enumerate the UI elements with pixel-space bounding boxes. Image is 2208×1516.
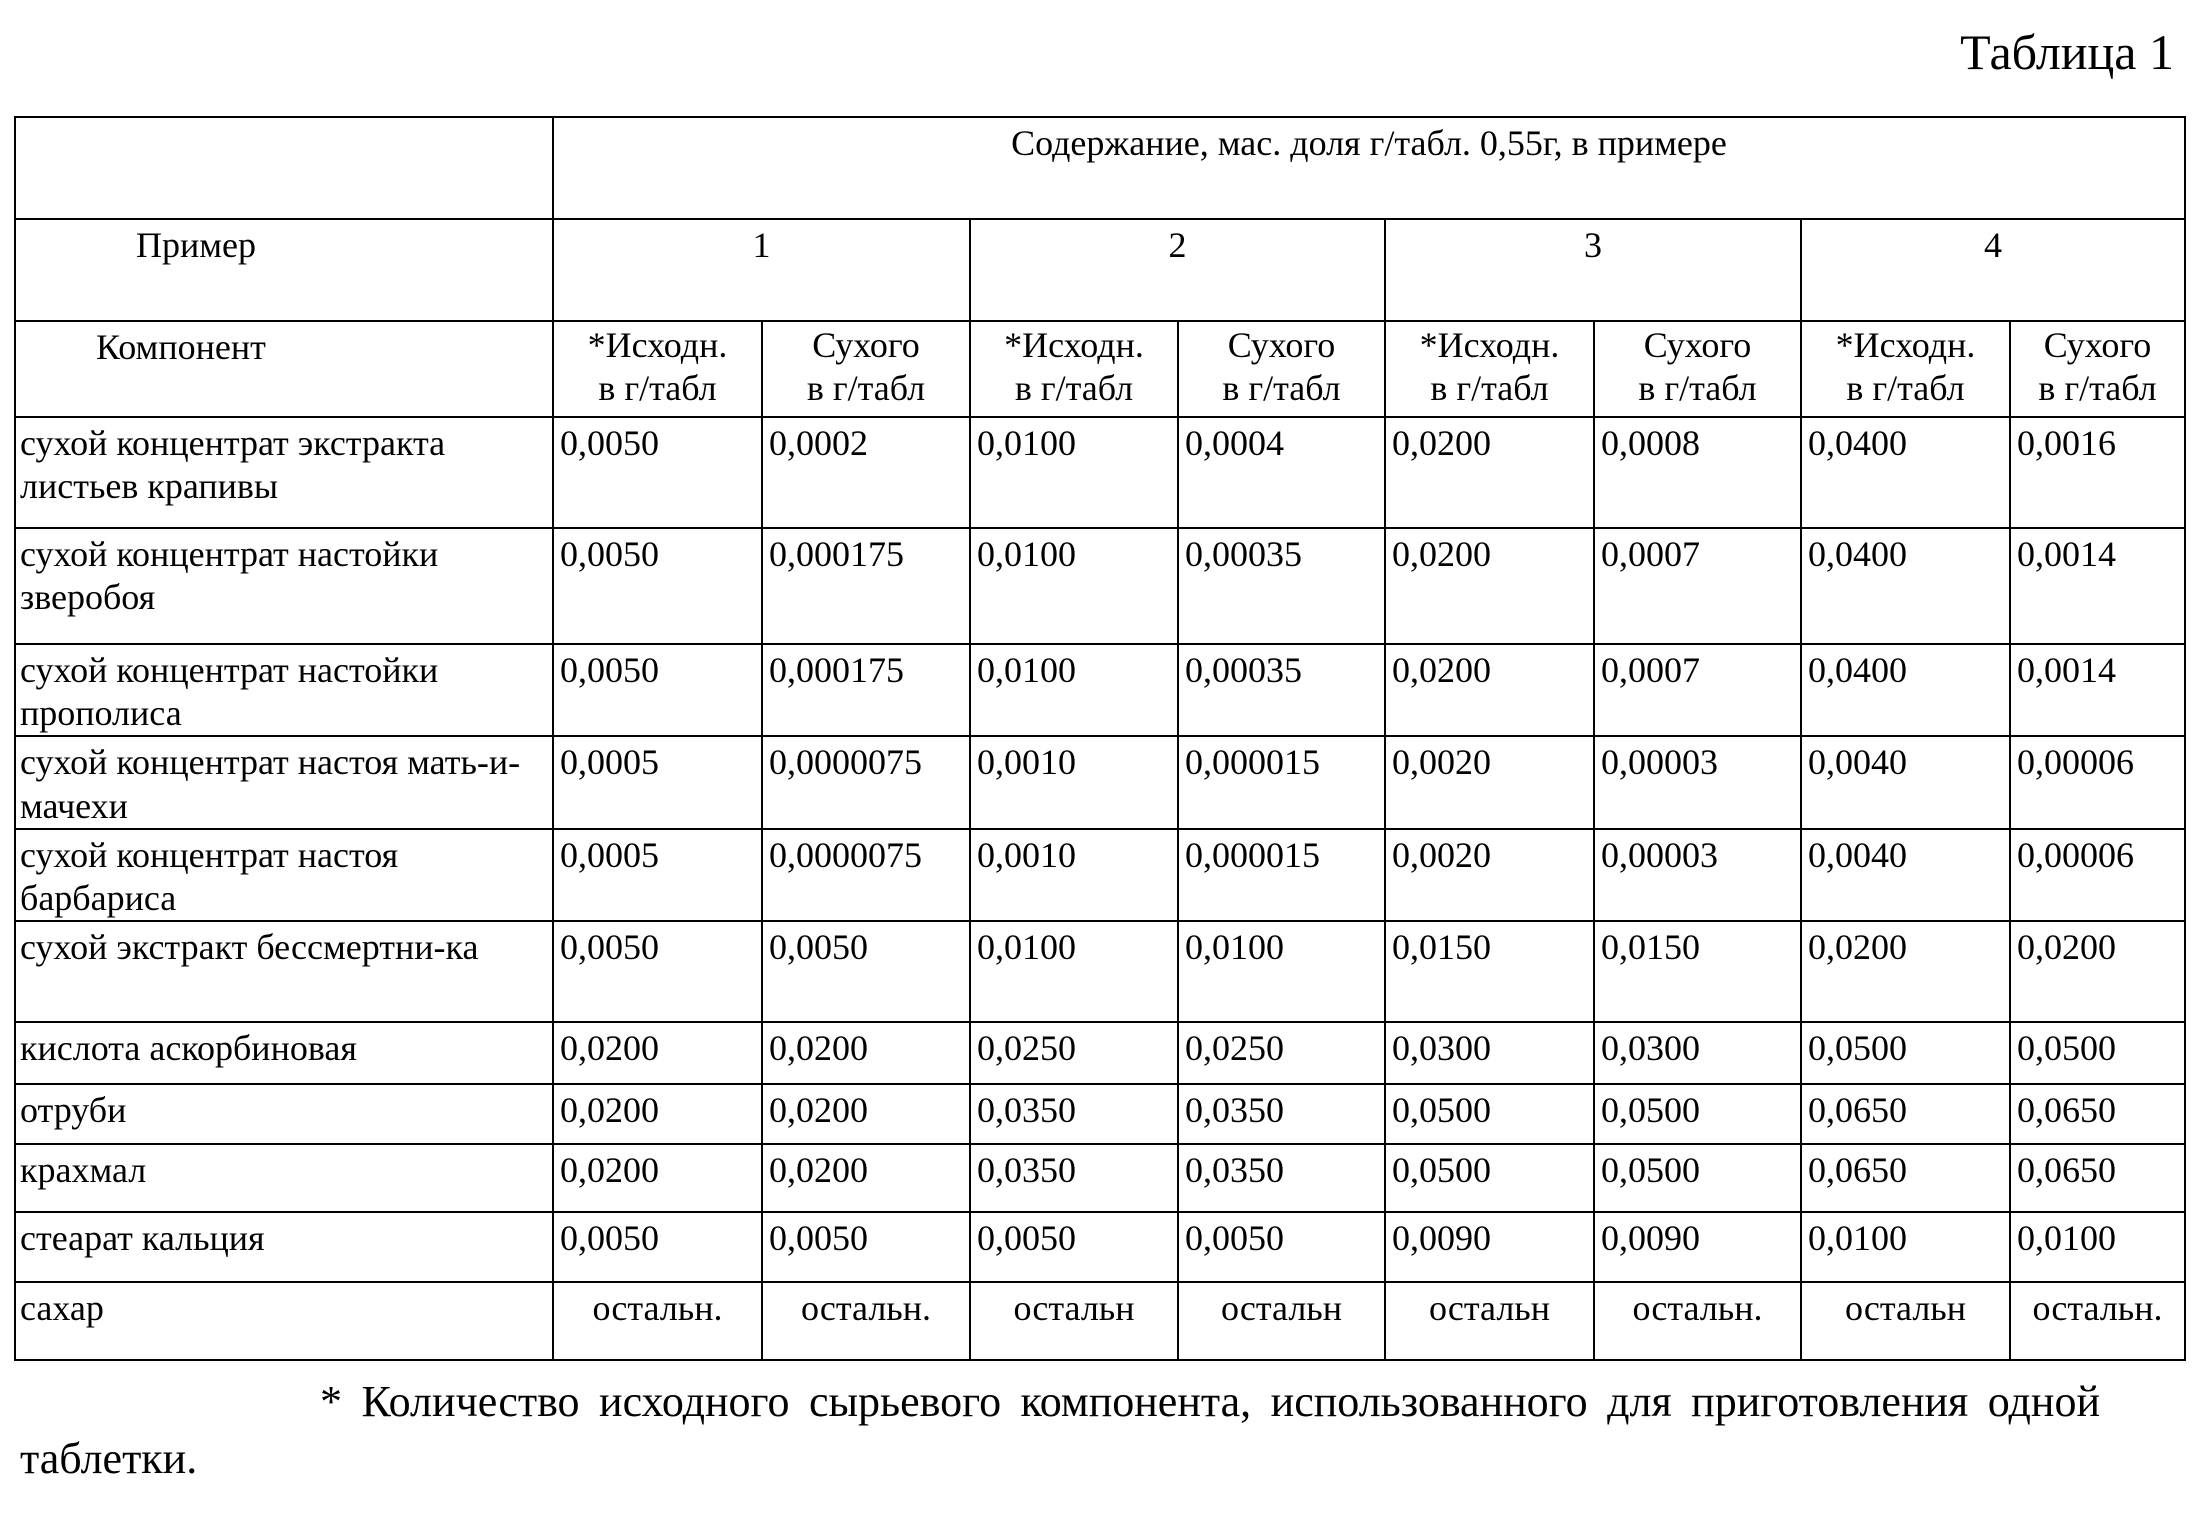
document-body [14, 116, 2184, 1488]
value-cell: 0,0100 [970, 921, 1178, 1022]
subheader-line: Сухого [1185, 324, 1378, 367]
component-name: кислота аскорбиновая [15, 1022, 553, 1084]
value-cell: 0,0500 [1594, 1084, 1801, 1144]
value-cell: 0,0005 [553, 736, 762, 828]
value-cell: 0,0200 [1385, 417, 1594, 528]
subheader-initial-3 [1385, 321, 1594, 417]
value-cell: 0,0400 [1801, 417, 2010, 528]
subheader-line: в г/табл [1808, 367, 2003, 410]
value-cell: 0,0016 [2010, 417, 2185, 528]
table-row [15, 1022, 2185, 1084]
value-cell: 0,0050 [553, 1212, 762, 1282]
value-cell: 0,0400 [1801, 644, 2010, 736]
subheader-line: *Исходн. [1392, 324, 1587, 367]
value-cell: 0,0500 [1594, 1144, 1801, 1212]
value-cell: 0,0090 [1594, 1212, 1801, 1282]
value-cell: 0,0500 [1801, 1022, 2010, 1084]
subheader-line: в г/табл [1392, 367, 1587, 410]
value-cell: 0,000015 [1178, 829, 1385, 921]
value-cell: 0,000175 [762, 528, 970, 644]
value-cell: 0,0300 [1594, 1022, 1801, 1084]
value-cell: 0,0200 [2010, 921, 2185, 1022]
example-label: Пример [15, 219, 553, 321]
value-cell: 0,00035 [1178, 644, 1385, 736]
value-cell: 0,0200 [762, 1084, 970, 1144]
subheader-dry-2 [1178, 321, 1385, 417]
table-row [15, 921, 2185, 1022]
value-cell: 0,0050 [762, 1212, 970, 1282]
value-cell: 0,000175 [762, 644, 970, 736]
subheader-line: *Исходн. [560, 324, 755, 367]
value-cell: 0,0008 [1594, 417, 1801, 528]
value-cell: 0,0100 [1801, 1212, 2010, 1282]
value-cell: 0,0650 [1801, 1084, 2010, 1144]
subheader-dry-3 [1594, 321, 1801, 417]
value-cell: 0,0150 [1594, 921, 1801, 1022]
value-cell: 0,0000075 [762, 829, 970, 921]
value-cell: 0,0040 [1801, 736, 2010, 828]
component-name: сахар [15, 1282, 553, 1360]
value-cell: 0,0200 [553, 1084, 762, 1144]
value-cell: 0,0250 [1178, 1022, 1385, 1084]
value-cell: 0,00035 [1178, 528, 1385, 644]
value-cell: 0,0500 [1385, 1084, 1594, 1144]
subheader-dry-1 [762, 321, 970, 417]
value-cell: 0,0200 [1801, 921, 2010, 1022]
subheader-line: в г/табл [2017, 367, 2178, 410]
subheader-line: в г/табл [560, 367, 755, 410]
value-cell: остальн. [553, 1282, 762, 1360]
subheader-line: Сухого [769, 324, 963, 367]
component-name: сухой концентрат настойки прополиса [15, 644, 553, 736]
value-cell: 0,0014 [2010, 528, 2185, 644]
subheader-line: *Исходн. [1808, 324, 2003, 367]
value-cell: 0,0050 [970, 1212, 1178, 1282]
value-cell: 0,0004 [1178, 417, 1385, 528]
value-cell: 0,0650 [2010, 1084, 2185, 1144]
value-cell: 0,0350 [1178, 1084, 1385, 1144]
component-name: сухой концентрат настоя барбариса [15, 829, 553, 921]
value-cell: 0,0010 [970, 736, 1178, 828]
value-cell: остальн [1801, 1282, 2010, 1360]
value-cell: 0,00006 [2010, 829, 2185, 921]
component-name: сухой концентрат экстракта листьев крапивы [15, 417, 553, 528]
value-cell: 0,0007 [1594, 644, 1801, 736]
header-empty-cell [15, 117, 553, 219]
value-cell: 0,0002 [762, 417, 970, 528]
table-row [15, 1144, 2185, 1212]
value-cell: 0,0500 [2010, 1022, 2185, 1084]
table-caption: Таблица 1 [1960, 22, 2174, 82]
value-cell: 0,0200 [1385, 644, 1594, 736]
table-row [15, 644, 2185, 736]
value-cell: 0,0090 [1385, 1212, 1594, 1282]
component-name: отруби [15, 1084, 553, 1144]
value-cell: 0,0150 [1385, 921, 1594, 1022]
value-cell: 0,0050 [553, 921, 762, 1022]
value-cell: 0,0350 [1178, 1144, 1385, 1212]
value-cell: 0,000015 [1178, 736, 1385, 828]
subheader-line: Сухого [2017, 324, 2178, 367]
value-cell: 0,0050 [553, 644, 762, 736]
value-cell: 0,0200 [1385, 528, 1594, 644]
subheader-line: в г/табл [769, 367, 963, 410]
value-cell: 0,0050 [553, 528, 762, 644]
value-cell: 0,0200 [553, 1144, 762, 1212]
example-4-header: 4 [1801, 219, 2185, 321]
value-cell: 0,00003 [1594, 736, 1801, 828]
value-cell: 0,0000075 [762, 736, 970, 828]
value-cell: 0,0050 [762, 921, 970, 1022]
value-cell: остальн. [762, 1282, 970, 1360]
value-cell: остальн. [1594, 1282, 1801, 1360]
value-cell: 0,0010 [970, 829, 1178, 921]
component-label: Компонент [15, 321, 553, 417]
value-cell: 0,0005 [553, 829, 762, 921]
value-cell: 0,0020 [1385, 829, 1594, 921]
table-row [15, 1084, 2185, 1144]
value-cell: остальн [1178, 1282, 1385, 1360]
example-3-header: 3 [1385, 219, 1801, 321]
header-row-content [15, 117, 2185, 219]
value-cell: 0,0007 [1594, 528, 1801, 644]
table-row [15, 1282, 2185, 1360]
footnote: * Количество исходного сырьевого компонента, использованного для приготовления одной таблетки. [14, 1373, 2100, 1487]
value-cell: 0,0350 [970, 1144, 1178, 1212]
value-cell: остальн. [2010, 1282, 2185, 1360]
table-row [15, 417, 2185, 528]
value-cell: 0,0050 [1178, 1212, 1385, 1282]
table-row [15, 736, 2185, 828]
header-row-examples [15, 219, 2185, 321]
subheader-initial-1 [553, 321, 762, 417]
value-cell: 0,0200 [762, 1144, 970, 1212]
composition-table [14, 116, 2186, 1361]
subheader-initial-4 [1801, 321, 2010, 417]
subheader-line: *Исходн. [977, 324, 1171, 367]
value-cell: 0,0040 [1801, 829, 2010, 921]
example-2-header: 2 [970, 219, 1385, 321]
subheader-dry-4 [2010, 321, 2185, 417]
content-header: Содержание, мас. доля г/табл. 0,55г, в примере [553, 117, 2185, 219]
subheader-initial-2 [970, 321, 1178, 417]
value-cell: 0,0100 [1178, 921, 1385, 1022]
component-name: стеарат кальция [15, 1212, 553, 1282]
value-cell: 0,0650 [1801, 1144, 2010, 1212]
component-name: крахмал [15, 1144, 553, 1212]
value-cell: 0,0200 [762, 1022, 970, 1084]
value-cell: 0,0400 [1801, 528, 2010, 644]
header-row-subcolumns [15, 321, 2185, 417]
table-row [15, 829, 2185, 921]
value-cell: 0,0050 [553, 417, 762, 528]
value-cell: остальн [1385, 1282, 1594, 1360]
component-name: сухой концентрат настойки зверобоя [15, 528, 553, 644]
component-name: сухой экстракт бессмертни-ка [15, 921, 553, 1022]
value-cell: 0,0650 [2010, 1144, 2185, 1212]
component-name: сухой концентрат настоя мать-и-мачехи [15, 736, 553, 828]
value-cell: 0,00006 [2010, 736, 2185, 828]
value-cell: 0,0200 [553, 1022, 762, 1084]
subheader-line: в г/табл [1601, 367, 1794, 410]
table-row [15, 1212, 2185, 1282]
value-cell: 0,0020 [1385, 736, 1594, 828]
value-cell: 0,0300 [1385, 1022, 1594, 1084]
value-cell: 0,0100 [2010, 1212, 2185, 1282]
subheader-line: Сухого [1601, 324, 1794, 367]
value-cell: 0,0250 [970, 1022, 1178, 1084]
value-cell: 0,00003 [1594, 829, 1801, 921]
value-cell: 0,0100 [970, 417, 1178, 528]
example-1-header: 1 [553, 219, 970, 321]
subheader-line: в г/табл [1185, 367, 1378, 410]
value-cell: 0,0350 [970, 1084, 1178, 1144]
value-cell: 0,0100 [970, 528, 1178, 644]
subheader-line: в г/табл [977, 367, 1171, 410]
value-cell: 0,0014 [2010, 644, 2185, 736]
value-cell: остальн [970, 1282, 1178, 1360]
table-row [15, 528, 2185, 644]
value-cell: 0,0500 [1385, 1144, 1594, 1212]
value-cell: 0,0100 [970, 644, 1178, 736]
